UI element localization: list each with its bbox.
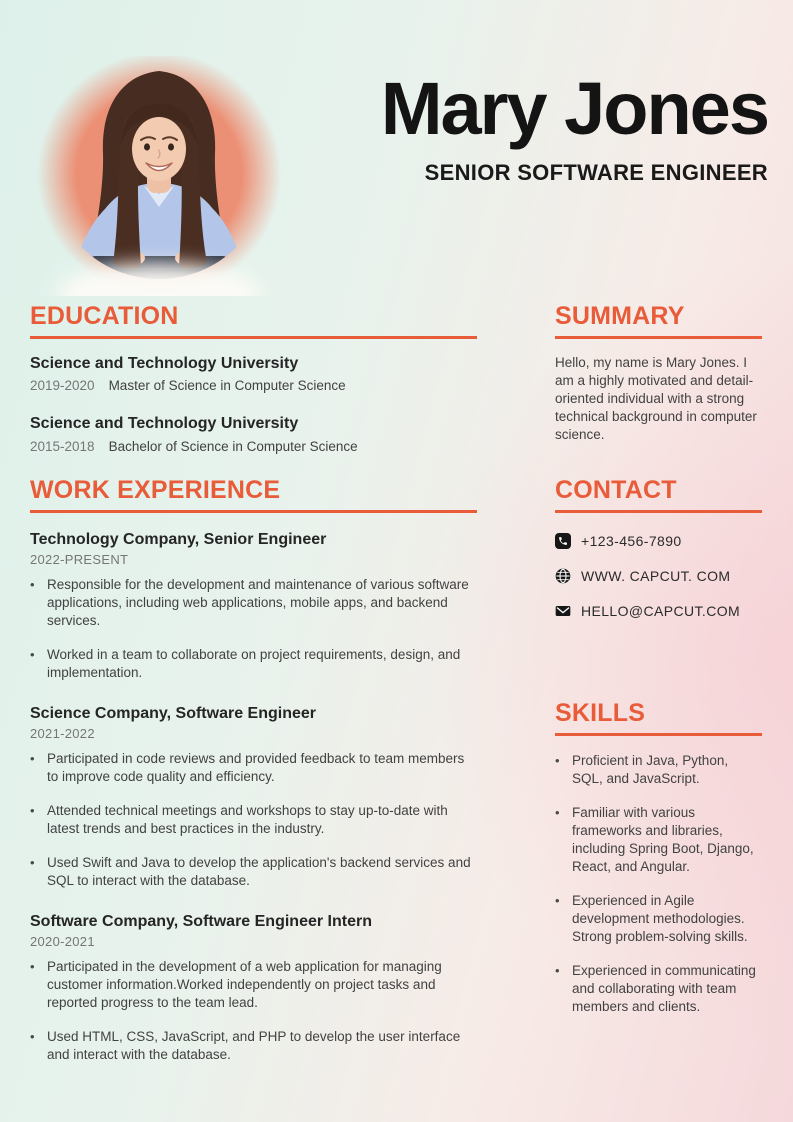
summary-text: Hello, my name is Mary Jones. I am a highly motivated and detail-oriented individual with a strong technical background in computer science. xyxy=(555,355,757,442)
profile-photo-illustration xyxy=(28,56,290,296)
skills-list xyxy=(555,752,762,1015)
section-underline xyxy=(30,336,477,339)
skills-section xyxy=(555,700,762,1016)
job-dates: 2022-PRESENT xyxy=(30,552,129,568)
person-name: Mary Jones xyxy=(380,67,768,150)
job-title: Software Company, Software Engineer Intern xyxy=(30,913,372,931)
right-column xyxy=(555,303,762,1064)
list-item xyxy=(555,962,762,1016)
name-block xyxy=(380,67,768,186)
section-underline xyxy=(555,733,762,736)
phone-icon xyxy=(555,533,571,549)
header xyxy=(0,0,793,303)
bullet-text: Used HTML, CSS, JavaScript, and PHP to develop the user interface and interact with the database. xyxy=(47,1029,461,1063)
summary-section xyxy=(555,303,762,477)
section-underline xyxy=(555,510,762,513)
education-heading: EDUCATION xyxy=(30,302,179,330)
list-item xyxy=(30,646,477,682)
skills-heading: SKILLS xyxy=(555,699,646,727)
job-title: Science Company, Software Engineer xyxy=(30,705,317,723)
job-dates: 2021-2022 xyxy=(30,726,95,742)
job-bullet-list xyxy=(30,576,477,682)
content-columns xyxy=(0,303,793,1064)
contact-row-phone xyxy=(555,533,762,549)
contact-section xyxy=(555,477,762,700)
contact-website: WWW. CAPCUT. COM xyxy=(581,568,731,585)
bullet-text: Worked in a team to collaborate on project requirements, design, and implementation. xyxy=(47,647,461,681)
bullet-text: Proficient in Java, Python, SQL, and JavaScript. xyxy=(572,753,729,787)
list-item xyxy=(30,1028,477,1064)
list-item xyxy=(555,752,762,788)
list-item xyxy=(555,892,762,946)
contact-heading: CONTACT xyxy=(555,476,677,504)
bullet-text: Participated in code reviews and provided feedback to team members to improve code quality and efficiency. xyxy=(47,751,465,785)
list-item xyxy=(30,802,477,838)
bullet-dot: • xyxy=(555,753,560,769)
mail-icon xyxy=(555,603,571,619)
education-detail-row xyxy=(30,439,477,456)
bullet-dot: • xyxy=(30,577,35,593)
profile-photo xyxy=(28,56,290,296)
list-item xyxy=(30,750,477,786)
summary-heading: SUMMARY xyxy=(555,302,685,330)
contact-row-email xyxy=(555,603,762,619)
list-item xyxy=(30,958,477,1012)
education-detail-row xyxy=(30,378,477,395)
bullet-text: Experienced in communicating and collaborating with team members and clients. xyxy=(572,962,756,1014)
bullet-dot: • xyxy=(30,855,35,871)
job-entry xyxy=(30,912,477,1064)
contact-rows xyxy=(555,533,762,619)
job-entry xyxy=(30,530,477,682)
education-school: Science and Technology University xyxy=(30,415,299,433)
section-underline xyxy=(555,336,762,339)
bullet-text: Familiar with various frameworks and libraries, including Spring Boot, Django, React, and Angular. xyxy=(572,805,754,875)
education-dates: 2015-2018 xyxy=(30,438,95,454)
bullet-text: Participated in the development of a web application for managing customer information.Worked independently on project tasks and reported progress to the team lead. xyxy=(47,959,442,1011)
job-bullet-list xyxy=(30,958,477,1064)
bullet-dot: • xyxy=(30,959,35,975)
bullet-text: Used Swift and Java to develop the application's backend services and SQL to interact with the database. xyxy=(47,855,471,889)
education-degree: Bachelor of Science in Computer Science xyxy=(108,438,358,454)
bullet-dot: • xyxy=(30,751,35,767)
bullet-dot: • xyxy=(555,962,560,978)
work-experience-heading: WORK EXPERIENCE xyxy=(30,476,281,504)
bullet-dot: • xyxy=(30,647,35,663)
list-item xyxy=(30,854,477,890)
job-entry xyxy=(30,704,477,890)
globe-icon xyxy=(555,568,571,584)
section-underline xyxy=(30,510,477,513)
bullet-dot: • xyxy=(30,1029,35,1045)
education-section xyxy=(30,303,477,477)
contact-phone: +123-456-7890 xyxy=(581,533,682,550)
person-job-title: SENIOR SOFTWARE ENGINEER xyxy=(424,160,768,185)
bullet-text: Responsible for the development and maintenance of various software applications, including web applications, mobile apps, and backend services. xyxy=(47,577,469,629)
education-dates: 2019-2020 xyxy=(30,378,95,394)
contact-email: HELLO@CAPCUT.COM xyxy=(581,603,741,620)
left-column xyxy=(30,303,477,1064)
education-school: Science and Technology University xyxy=(30,355,299,373)
bullet-dot: • xyxy=(30,803,35,819)
education-item xyxy=(30,354,477,395)
job-dates: 2020-2021 xyxy=(30,934,95,950)
list-item xyxy=(30,576,477,630)
bullet-dot: • xyxy=(555,892,560,908)
list-item xyxy=(555,804,762,876)
bullet-text: Attended technical meetings and workshops to stay up-to-date with latest trends and best practices in the industry. xyxy=(47,803,448,837)
bullet-dot: • xyxy=(555,805,560,821)
bullet-text: Experienced in Agile development methodologies. Strong problem-solving skills. xyxy=(572,892,748,944)
education-degree: Master of Science in Computer Science xyxy=(108,378,346,394)
contact-row-website xyxy=(555,568,762,584)
job-title: Technology Company, Senior Engineer xyxy=(30,531,327,549)
work-experience-section xyxy=(30,477,477,1064)
education-item xyxy=(30,414,477,455)
job-bullet-list xyxy=(30,750,477,890)
